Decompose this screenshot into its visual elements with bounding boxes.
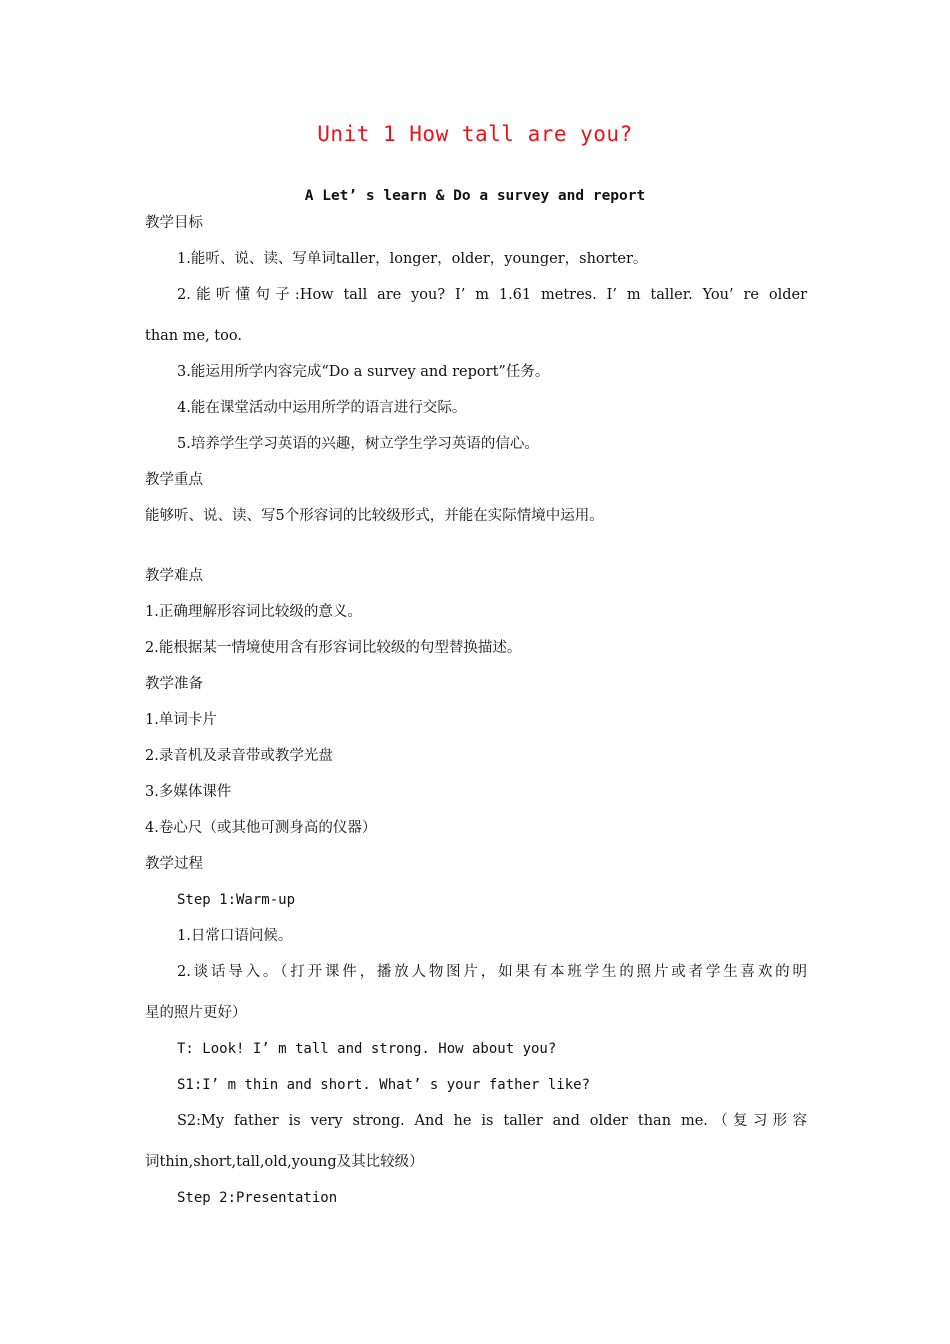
objective-item: 5.培养学生学习英语的兴趣，树立学生学习英语的信心。 [177, 436, 539, 452]
prep-item: 2.录音机及录音带或教学光盘 [145, 748, 333, 764]
difficulty-item: 1.正确理解形容词比较级的意义。 [145, 604, 362, 620]
document-subtitle: A Let’ s learn & Do a survey and report [304, 188, 646, 204]
prep-item: 4.卷心尺（或其他可测身高的仪器） [145, 820, 377, 836]
document-title: Unit 1 How tall are you? [317, 122, 633, 146]
objectives-heading: 教学目标 [145, 215, 203, 231]
objective-item: 3.能运用所学内容完成“Do a survey and report”任务。 [177, 364, 550, 380]
objective-item-continuation: than me, too. [145, 328, 242, 344]
process-heading: 教学过程 [145, 856, 203, 872]
prep-heading: 教学准备 [145, 676, 203, 692]
key-heading: 教学重点 [145, 472, 203, 488]
process-step: Step 1:Warm-up [177, 892, 296, 908]
process-item: 1.日常口语问候。 [177, 928, 293, 944]
objective-item: 4.能在课堂活动中运用所学的语言进行交际。 [177, 400, 467, 416]
process-item: 2.谈话导入。（打开课件，播放人物图片，如果有本班学生的照片或者学生喜欢的明 [177, 964, 807, 980]
process-step: Step 2:Presentation [177, 1190, 338, 1206]
key-text: 能够听、说、读、写5个形容词的比较级形式，并能在实际情境中运用。 [145, 508, 604, 524]
dialogue-line: S1:I’ m thin and short. What’ s your father like? [177, 1077, 591, 1093]
objective-item: 1.能听、说、读、写单词taller，longer，older，younger，shorter。 [177, 251, 648, 267]
objective-item: 2.能听懂句子:How tall are you? I’ m 1.61 metres. I’ m taller. You’ re older [177, 287, 807, 303]
difficulty-heading: 教学难点 [145, 568, 203, 584]
dialogue-line-continuation: 词thin,short,tall,old,young及其比较级） [145, 1154, 424, 1170]
prep-item: 1.单词卡片 [145, 712, 217, 728]
difficulty-item: 2.能根据某一情境使用含有形容词比较级的句型替换描述。 [145, 640, 522, 656]
dialogue-line: T: Look! I’ m tall and strong. How about you? [177, 1041, 557, 1057]
dialogue-line: S2:My father is very strong. And he is taller and older than me.（复习形容 [177, 1113, 807, 1129]
prep-item: 3.多媒体课件 [145, 784, 232, 800]
process-item-continuation: 星的照片更好） [145, 1005, 247, 1021]
